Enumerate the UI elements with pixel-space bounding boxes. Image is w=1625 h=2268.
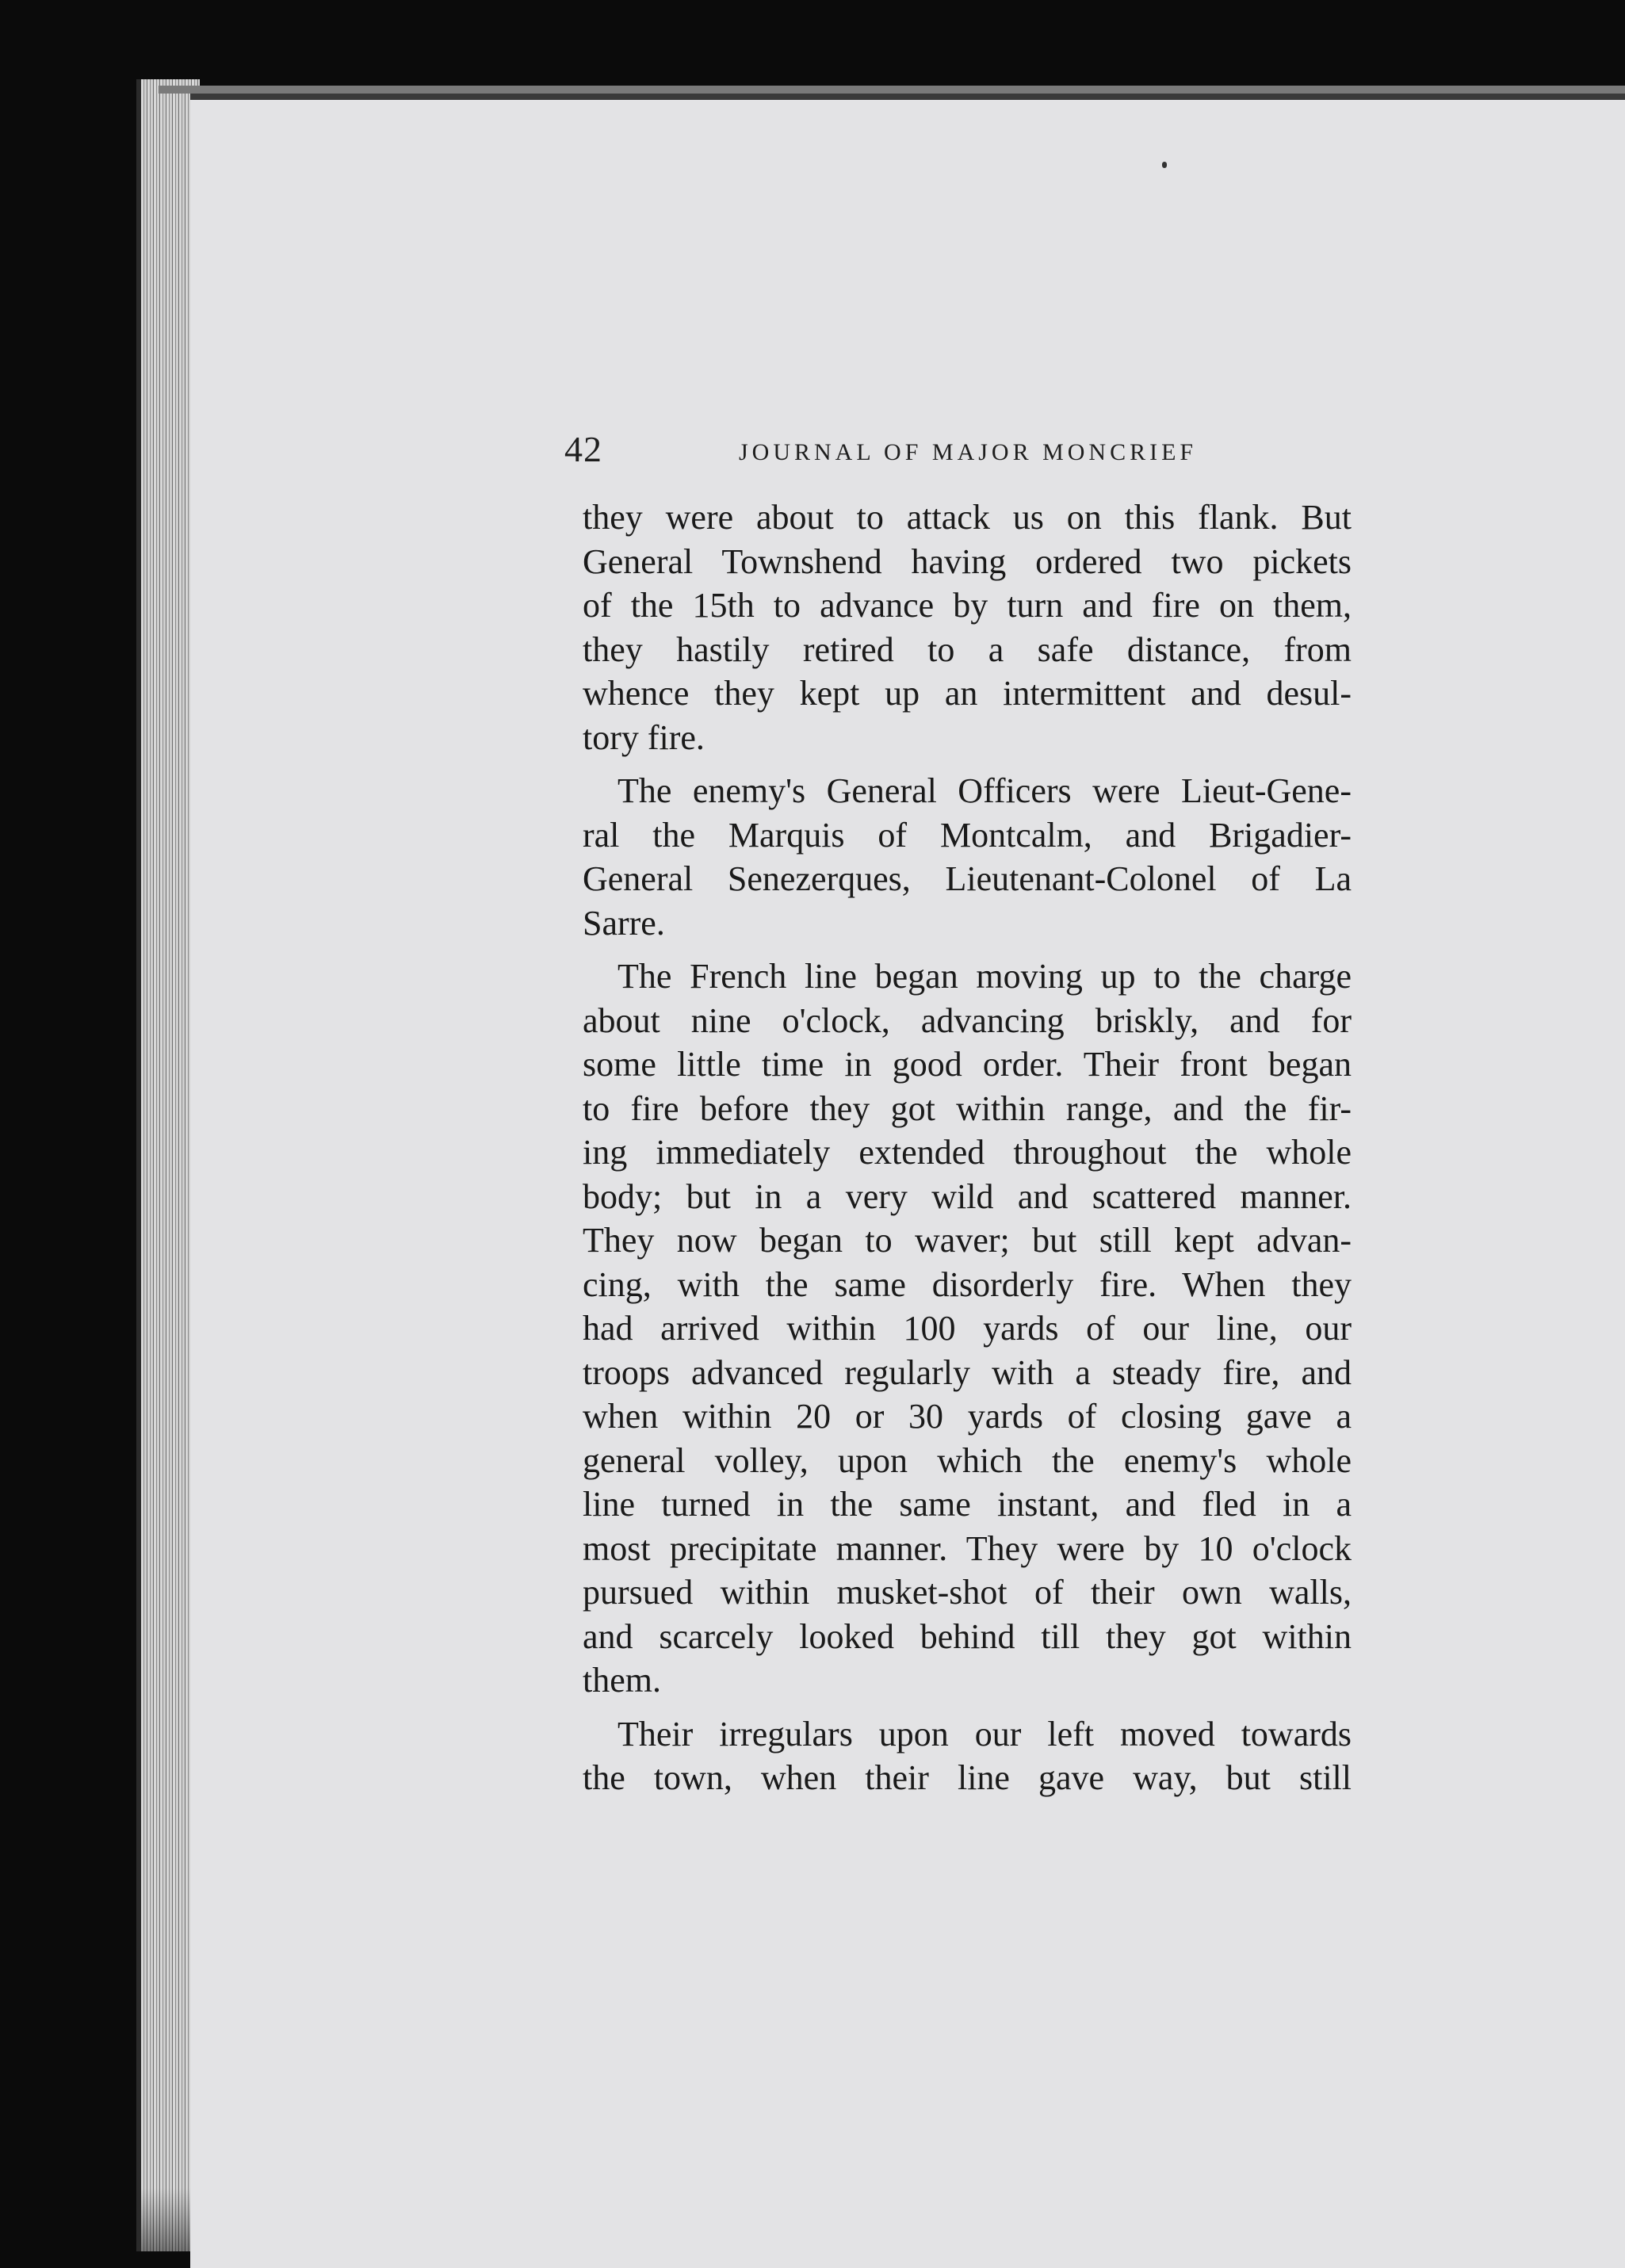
running-head: JOURNAL OF MAJOR MONCRIEF [739,439,1198,465]
text-line: of the 15th to advance by turn and fire on them, [583,586,1352,625]
text-line: The French line began moving up to the charge [618,957,1352,996]
text-line: most precipitate manner. They were by 10 o'clock [583,1528,1352,1568]
text-line: ral the Marquis of Montcalm, and Brigadier- [583,815,1352,855]
text-line: body; but in a very wild and scattered manner. [583,1176,1352,1216]
text-line: General Senezerques, Lieutenant-Colonel of La [583,859,1352,898]
text-line: Sarre. [583,903,665,943]
text-line: The enemy's General Officers were Lieut-Gene- [618,771,1352,810]
paragraph [583,769,1352,945]
text-line: to fire before they got within range, and the fir- [583,1088,1352,1128]
text-line: when within 20 or 30 yards of closing gave a [583,1397,1352,1436]
paragraph [583,1712,1352,1800]
page-header [564,428,1357,476]
text-line: tory fire. [583,717,705,757]
text-line: the town, when their line gave way, but still [583,1758,1352,1797]
page-number: 42 [564,429,602,469]
text-line: about nine o'clock, advancing briskly, and for [583,1000,1352,1040]
text-line: line turned in the same instant, and fled in a [583,1485,1352,1524]
text-line: ing immediately extended throughout the whole [583,1133,1352,1172]
text-line: cing, with the same disorderly fire. When they [583,1264,1352,1304]
text-line: troops advanced regularly with a steady fire, and [583,1352,1352,1392]
text-line: pursued within musket-shot of their own walls, [583,1573,1352,1612]
paragraph [583,954,1352,1703]
text-line: Their irregulars upon our left moved towards [618,1714,1352,1754]
text-line: They now began to waver; but still kept advan- [583,1221,1352,1260]
text-line: general volley, upon which the enemy's whole [583,1440,1352,1480]
ink-speck [1162,162,1167,168]
text-line: some little time in good order. Their front began [583,1045,1352,1084]
text-line: them. [583,1661,661,1700]
text-line: they were about to attack us on this flank. But [583,498,1352,537]
paragraph [583,495,1352,759]
text-line: and scarcely looked behind till they got within [583,1616,1352,1656]
text-line: whence they kept up an intermittent and desul- [583,674,1352,713]
text-line: had arrived within 100 yards of our line, our [583,1309,1352,1348]
page-top-edge [159,86,1625,94]
body-text [583,495,1352,1810]
text-line: General Townshend having ordered two pickets [583,541,1352,581]
text-line: they hastily retired to a safe distance, from [583,629,1352,669]
